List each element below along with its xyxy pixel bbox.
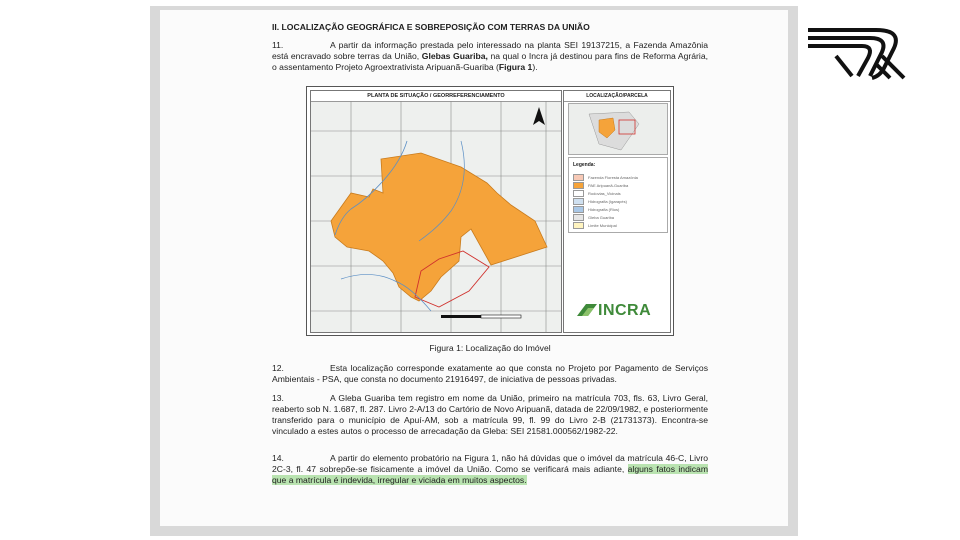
map-drawing (311, 101, 561, 332)
map-legend (568, 157, 668, 233)
paragraph-11: 11. A partir da informação prestada pelo interessado na planta SEI 19137215, a Fazenda Amazônia está encravado sobre terras da União, Glebas Guariba, na qual o Incra já destinou para fins de Reforma Agrária, o assentamento Projeto Agroextrativista Aripuanã-Guariba (Figura 1). (272, 40, 708, 72)
brand-logo (806, 26, 908, 82)
legend-item: Gleba Guariba (573, 213, 667, 221)
legend-item: PAE Aripuanã-Guariba (573, 181, 667, 189)
side-panel (563, 90, 671, 333)
section-heading: II. LOCALIZAÇÃO GEOGRÁFICA E SOBREPOSIÇÃO COM TERRAS DA UNIÃO (272, 22, 590, 32)
legend-item: Fazenda Floresta Amazônia (573, 173, 667, 181)
paragraph-number: 11. (272, 40, 284, 50)
paragraph-number: 14. (272, 453, 284, 463)
legend-item: Hidrografia (Igarapés) (573, 197, 667, 205)
paragraph-12: 12. Esta localização corresponde exatamente ao que consta no Projeto por Pagamento de Serviços Ambientais - PSA, que consta no documento 21916497, de iniciativa de pessoas privadas. (272, 363, 708, 384)
paragraph-number: 13. (272, 393, 284, 403)
legend-item: Rodovias_Vicinais (573, 189, 667, 197)
situation-map (310, 90, 562, 333)
incra-logo (576, 301, 660, 319)
incra-text: INCRA (598, 301, 652, 319)
legend-item: Hidrografia (Rios) (573, 205, 667, 213)
paragraph-13: 13. A Gleba Guariba tem registro em nome da União, primeiro na matrícula 703, fls. 63, Livro Geral, reaberto sob N. 1.687, fl. 287. Livro 2-A/13 do Cartório de Novo Aripuanã, datada de 22/09/1982, e posteriormente transferido para o município de Apuí-AM, sob a matrícula 99, fl. 99 do Livro 2-B (21731373). Encontra-se vinculado a estes autos o processo de arrecadação da Gleba: SEI 21581.000562/1982-22. (272, 393, 708, 436)
paragraph-number: 12. (272, 363, 284, 373)
highlighted-text: alguns fatos indicam que a matrícula é indevida, irregular e viciada em muitos aspectos. (272, 464, 708, 485)
legend-item: Limite Municipal (573, 221, 667, 229)
paragraph-14: 14. A partir do elemento probatório na Figura 1, não há dúvidas que o imóvel da matrícula 46-C, Livro 2C-3, fl. 47 sobrepõe-se fisicamente a imóvel da União. Como se verificará mais adiante, alguns fatos indicam que a matrícula é indevida, irregular e viciada em muitos aspectos. (272, 453, 708, 485)
legend-title: Legenda: (573, 162, 596, 168)
figure-caption: Figura 1: Localização do Imóvel (429, 343, 551, 353)
figure-map (306, 86, 674, 336)
north-arrow-icon (533, 107, 545, 125)
scale-bar (441, 315, 521, 318)
map-title: PLANTA DE SITUAÇÃO / GEORREFERENCIAMENTO (311, 91, 561, 102)
pae-area (331, 153, 547, 301)
location-map (568, 103, 668, 155)
location-title: LOCALIZAÇÃO/PARCELA (564, 91, 670, 102)
incra-leaf-icon (576, 302, 598, 318)
